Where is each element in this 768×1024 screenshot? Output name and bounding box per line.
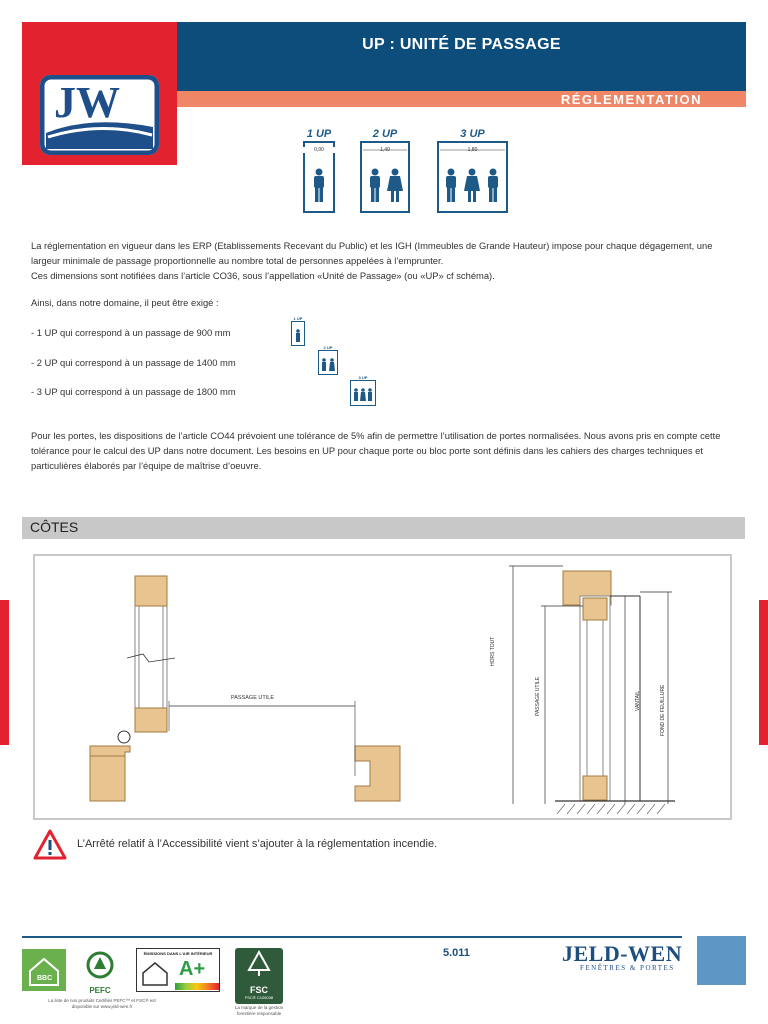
rating-scale <box>175 983 219 990</box>
up-mini-icon-3 <box>350 375 376 407</box>
up-scheme-label: 3 UP <box>460 128 485 140</box>
passage-utile-vertical-label: PASSAGE UTILE <box>535 676 541 716</box>
accessibility-note: L’Arrêté relatif à l’Accessibilité vient s’ajouter à la réglementation incendie. <box>77 838 438 850</box>
aplus-rating: A+ <box>179 958 206 980</box>
intro-paragraph: La réglementation en vigueur dans les ERP (Etablissements Recevant du Public) et les IGH (Immeubles de Grande Hauteur) impose pour chaque dégagement, une largeur minimale de passage proportionnelle au nombre total de personnes appelées à l’emprunter. <box>31 240 713 266</box>
right-edge-mark <box>759 600 768 745</box>
footer-blue-square <box>697 936 746 985</box>
jw-logo <box>40 75 159 155</box>
bbc-text: BBC <box>37 975 53 982</box>
certification-note: La liste de nos produits Certifiés PEFC™ et FSC® est disponible sur www.jeld-wen.fr <box>48 998 156 1009</box>
fsc-text: FSC <box>250 985 268 995</box>
up-scheme-label: 1 UP <box>306 128 332 140</box>
up-mini-icon-1 <box>291 316 305 346</box>
up-scheme-2 <box>360 128 410 213</box>
header-title-bar <box>177 22 746 91</box>
jeld-wen-tagline: FENÊTRES & PORTES <box>580 964 675 972</box>
page-title: UP : UNITÉ DE PASSAGE <box>362 36 561 53</box>
fond-de-feuillure-label: FOND DE FEUILLURE <box>660 684 666 736</box>
fsc-note: La marque de la gestion forestière responsable <box>234 1005 284 1016</box>
intro-lead: Ainsi, dans notre domaine, il peut être exigé : <box>31 297 219 308</box>
up-scheme-width: 1,80 <box>467 147 478 153</box>
intro-text <box>31 238 737 283</box>
section-bar-cotes <box>22 517 745 539</box>
up-scheme-width: 0,90 <box>303 147 335 153</box>
pefc-text: PEFC <box>89 986 111 995</box>
up-mini-label: 3 UP <box>358 375 368 380</box>
tolerance-text: Pour les portes, les dispositions de l’article CO44 prévoient une tolérance de 5% afin de permettre l’utilisation de portes normalisées. Nous avons pris en compte cette tolérance pour le calcul des UP dans notre document. Les besoins en UP pour chaque porte ou bloc porte sont définis dans les cahiers des charges techniques et particulières élaborés par l’équipe de maîtrise d’oeuvre. <box>31 430 721 471</box>
up-scheme-3 <box>437 128 508 213</box>
hors-tout-label: HORS TOUT <box>490 636 496 666</box>
up-mini-label: 2 UP <box>323 345 333 350</box>
intro-paragraph: Ces dimensions sont notifiées dans l’article CO36, sous l’appellation «Unité de Passage» (ou «UP» cf schéma). <box>31 270 495 281</box>
page-subtitle: RÉGLEMENTATION <box>560 92 702 107</box>
requirement-1: - 1 UP qui correspond à un passage de 900 mm <box>31 327 231 338</box>
requirement-3: - 3 UP qui correspond à un passage de 1800 mm <box>31 386 236 397</box>
logo-text: JW <box>54 78 120 127</box>
section-title-cotes: CÔTES <box>30 519 79 535</box>
jeld-wen-brand: JELD-WEN <box>562 941 683 966</box>
vantail-label: VANTAIL <box>635 690 641 711</box>
fsc-logo <box>235 948 283 1004</box>
up-mini-icon-2 <box>318 345 338 375</box>
warning-icon <box>33 829 67 866</box>
footer-rule <box>22 936 682 938</box>
up-scheme-width: 1,40 <box>380 147 390 153</box>
fsc-code: FSC® C106038 <box>244 995 274 1000</box>
up-mini-label: 1 UP <box>293 316 303 321</box>
left-edge-mark <box>0 600 9 745</box>
up-scheme-1 <box>303 128 335 213</box>
page-number: 5.011 <box>443 947 470 959</box>
door-dimensions-diagram <box>33 554 732 820</box>
emissions-text: ÉMISSIONS DANS L'AIR INTÉRIEUR <box>143 951 213 956</box>
pefc-logo <box>80 951 120 995</box>
up-scheme-label: 2 UP <box>372 128 398 140</box>
air-quality-label <box>136 948 220 992</box>
passage-utile-label: PASSAGE UTILE <box>231 695 274 701</box>
bbc-logo <box>22 949 66 991</box>
requirement-2: - 2 UP qui correspond à un passage de 1400 mm <box>31 357 236 368</box>
